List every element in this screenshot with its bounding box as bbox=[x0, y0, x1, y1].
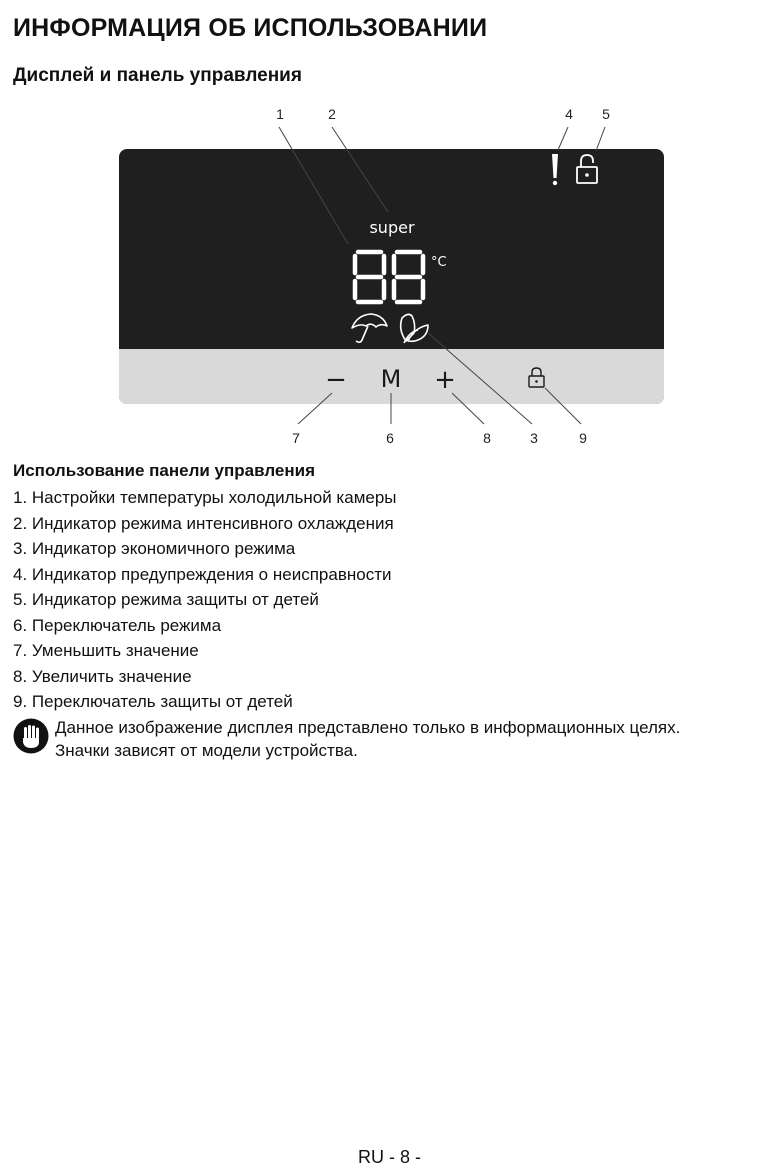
hand-icon bbox=[13, 718, 49, 754]
celsius-unit: °C bbox=[431, 255, 447, 270]
list-item: 3. Индикатор экономичного режима bbox=[13, 539, 296, 558]
usage-title: Использование панели управления bbox=[13, 461, 316, 480]
minus-button[interactable]: − bbox=[325, 365, 347, 395]
note-line-2: Значки зависят от модели устройства. bbox=[55, 741, 358, 760]
list-item: 7. Уменьшить значение bbox=[13, 641, 199, 660]
list-item: 1. Настройки температуры холодильной камеры bbox=[13, 488, 397, 507]
list-item: 6. Переключатель режима bbox=[13, 615, 222, 635]
list-item: 8. Увеличить значение bbox=[13, 666, 192, 686]
plus-button[interactable]: + bbox=[434, 365, 456, 395]
callout-6: 6 bbox=[386, 430, 394, 446]
callout-3: 3 bbox=[530, 430, 538, 446]
mode-button[interactable]: M bbox=[380, 365, 402, 393]
page-title: ИНФОРМАЦИЯ ОБ ИСПОЛЬЗОВАНИИ bbox=[13, 14, 488, 42]
usage-list bbox=[13, 487, 397, 717]
display-diagram bbox=[0, 100, 779, 460]
callout-5: 5 bbox=[602, 106, 610, 122]
callout-4: 4 bbox=[565, 106, 573, 122]
list-item: 2. Индикатор режима интенсивного охлаждения bbox=[13, 513, 394, 533]
callout-7: 7 bbox=[292, 430, 300, 446]
note-text bbox=[55, 716, 771, 762]
callout-1: 1 bbox=[276, 106, 284, 122]
list-item: 4. Индикатор предупреждения о неисправности bbox=[13, 564, 392, 584]
page-footer: RU - 8 - bbox=[358, 1147, 421, 1167]
info-note bbox=[13, 716, 773, 766]
callout-9: 9 bbox=[579, 430, 587, 446]
list-item: 5. Индикатор режима защиты от детей bbox=[13, 590, 319, 609]
super-label: super bbox=[369, 218, 415, 237]
list-item: 9. Переключатель защиты от детей bbox=[13, 692, 293, 711]
section-title: Дисплей и панель управления bbox=[13, 65, 302, 86]
callout-2: 2 bbox=[328, 106, 336, 122]
callout-8: 8 bbox=[483, 430, 491, 446]
note-line-1: Данное изображение дисплея представлено только в информационных целях. bbox=[55, 718, 681, 737]
